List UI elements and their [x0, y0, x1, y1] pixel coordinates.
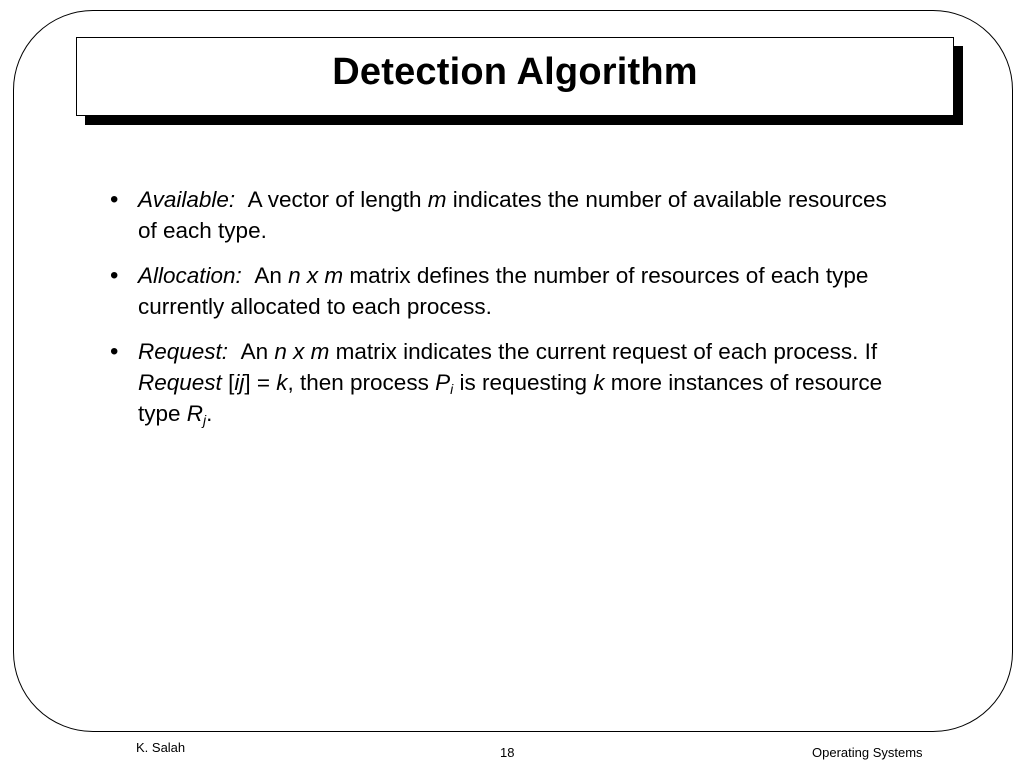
bullet-list: [110, 184, 890, 443]
text: An: [254, 263, 289, 288]
term-request: Request:: [138, 339, 229, 364]
subscript-i: i: [450, 381, 454, 397]
var-k: k: [276, 370, 288, 395]
var-nxm: n x m: [274, 339, 330, 364]
bullet-available: [110, 184, 890, 246]
var-k: k: [593, 370, 605, 395]
bullet-allocation: [110, 260, 890, 322]
text: indicates the number of available resources of each type.: [138, 187, 887, 243]
text: matrix defines the number of resources of each type currently allocated to each process.: [138, 263, 869, 319]
footer-author: K. Salah: [136, 740, 186, 755]
footer-course: Operating Systems: [812, 745, 923, 760]
text: matrix indicates the current request of each process. If: [329, 339, 878, 364]
text: .: [206, 401, 213, 426]
footer-page-number: 18: [500, 745, 515, 760]
text: [: [221, 370, 235, 395]
var-nxm: n x m: [288, 263, 344, 288]
text: A vector of length: [247, 187, 428, 212]
subscript-j: j: [203, 412, 207, 428]
term-available: Available:: [138, 187, 236, 212]
text: ] =: [244, 370, 277, 395]
var-r: R: [186, 401, 204, 426]
term-allocation: Allocation:: [138, 263, 242, 288]
text: , then process: [287, 370, 436, 395]
var-ij: ij: [234, 370, 245, 395]
bullet-request: [110, 336, 890, 429]
title-box: [76, 37, 954, 116]
slide-title: Detection Algorithm: [332, 51, 698, 93]
text: is requesting: [453, 370, 594, 395]
bullet-icon: •: [110, 338, 119, 365]
text: An: [240, 339, 275, 364]
bullet-icon: •: [110, 262, 119, 289]
var-request: Request: [138, 370, 222, 395]
text: more instances of resource type: [138, 370, 883, 426]
var-p: P: [435, 370, 451, 395]
bullet-icon: •: [110, 186, 119, 213]
var-m: m: [427, 187, 447, 212]
